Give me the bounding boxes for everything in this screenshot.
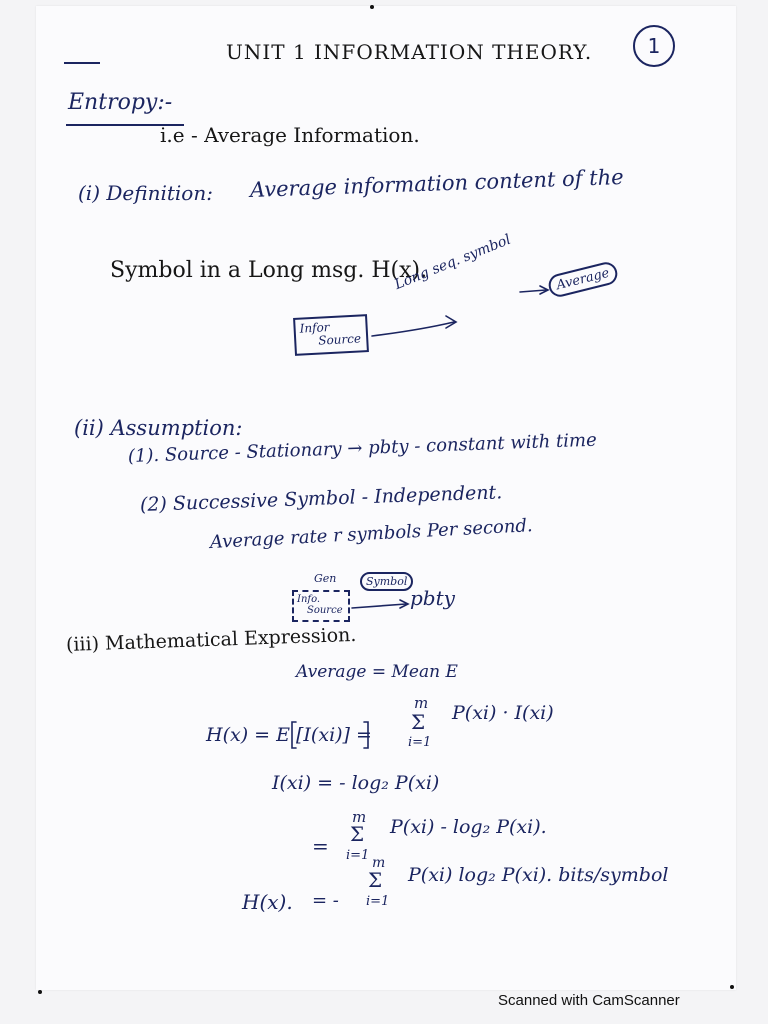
eq3-sum-upper: m — [352, 808, 367, 826]
eq1-sum-upper: m — [414, 694, 429, 712]
eq1-bracket-close — [364, 722, 368, 748]
eq1-lhs: H(x) = E [I(xi)] = — [206, 724, 372, 746]
long-seq-label: Long seq. symbol — [392, 231, 514, 293]
info-source-label-2: Source — [317, 331, 362, 348]
eq3-rhs: P(xi) - log₂ P(xi). — [390, 816, 547, 838]
eq3-eq: = — [312, 834, 329, 858]
eq4-eq: = - — [312, 890, 339, 911]
assumption-item-2: (2) Successive Symbol - Independent. — [139, 481, 503, 516]
info-source-2-label-2: Source — [307, 605, 343, 616]
long-seq-arrow — [372, 322, 454, 336]
eq4-rhs: P(xi) log₂ P(xi). bits/symbol — [408, 864, 669, 886]
definition-line-1: Average information content of the — [249, 164, 624, 202]
eq4-sigma: Σ — [368, 868, 383, 892]
assumption-label: (ii) Assumption: — [74, 416, 243, 440]
eq1-sigma: Σ — [411, 710, 426, 734]
avg-mean-line: Average = Mean E — [296, 662, 458, 682]
eq4-sum-upper: m — [372, 855, 386, 871]
assumption-item-3: Average rate r symbols Per second. — [209, 515, 534, 553]
symbol-arrow — [352, 604, 406, 608]
ie-line: i.e - Average Information. — [160, 123, 420, 147]
eq3-sum-lower: i=1 — [346, 848, 370, 863]
entropy-heading: Entropy:- — [68, 90, 173, 115]
info-source-2-label-1: Info. — [297, 594, 321, 605]
average-arrow — [520, 290, 546, 292]
page-title: UNIT 1 INFORMATION THEORY. — [226, 40, 593, 64]
pbty-label: pbty — [410, 586, 455, 610]
info-source-label-1: Infor — [299, 320, 330, 336]
symbol-pill: Symbol — [360, 572, 413, 591]
scanner-footer: Scanned with CamScanner — [498, 992, 680, 1009]
eq4-lhs: H(x). — [242, 890, 293, 914]
eq2: I(xi) = - log₂ P(xi) — [272, 772, 440, 794]
eq1-rhs: P(xi) · I(xi) — [452, 702, 554, 724]
definition-line-2: Symbol in a Long msg. H(x). — [110, 258, 428, 283]
eq4-sum-lower: i=1 — [366, 894, 390, 909]
eq1-bracket — [292, 722, 296, 748]
eq3-sigma: Σ — [350, 822, 365, 846]
math-label: (iii) Mathematical Expression. — [65, 623, 357, 656]
definition-label: (i) Definition: — [78, 181, 213, 205]
page-number: 1 — [633, 25, 675, 67]
assumption-item-1: (1). Source - Stationary → pbty - constant with time — [127, 429, 598, 467]
eq1-sum-lower: i=1 — [408, 735, 432, 750]
average-pill: Average — [546, 260, 619, 299]
gen-label: Gen — [314, 572, 337, 585]
